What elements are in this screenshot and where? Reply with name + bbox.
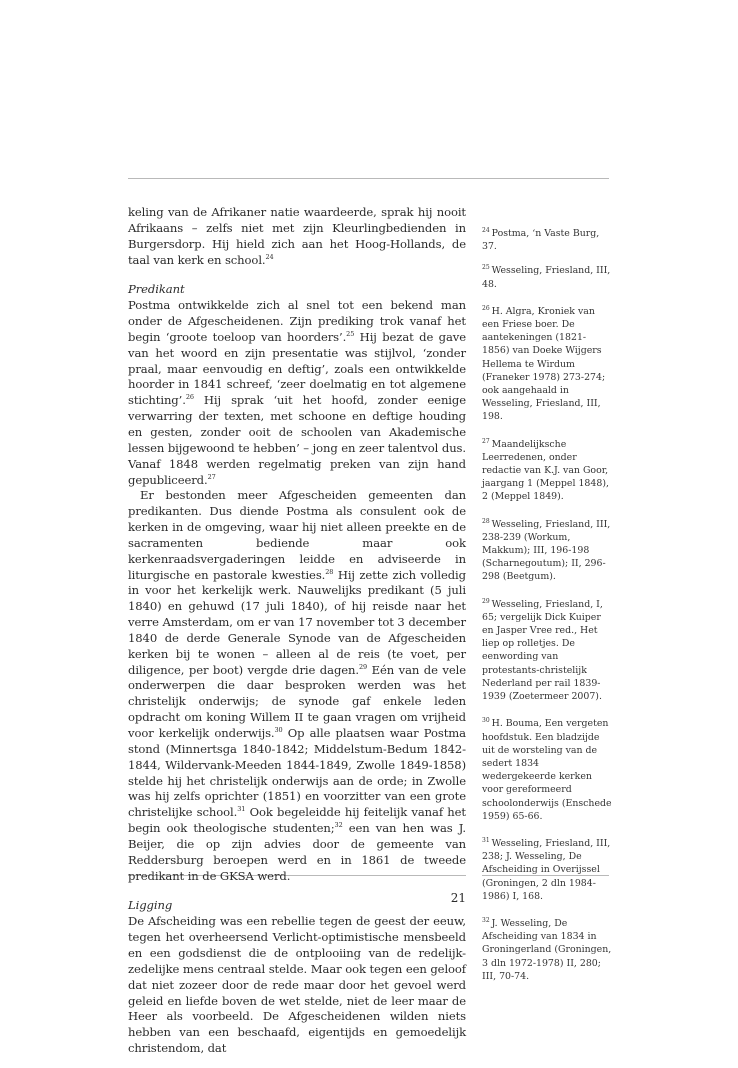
footnote-ref-31[interactable]: 31 [237, 805, 246, 814]
footnote-ref-27[interactable]: 27 [207, 472, 216, 481]
footnote-ref-32[interactable]: 32 [334, 821, 343, 830]
footnote-26: $^{26}$ H. Algra, Kroniek van een Friese boer. De aantekeningen (1821-1856) van Doeke Wijgers Hellema te Wirdum (Franeker 1978) 273-274; ook aangehaald in Wesseling, Friesland, III, 198. [482, 304, 606, 423]
main-text-column [128, 205, 466, 1057]
paragraph-1: keling van de Afrikaner natie waardeerde, sprak hij nooit Afrikaans – zelfs niet met zijn Kleurlingbedienden in Burgersdorp. Hij hield zich aan het Hoog-Hollands, de taal van kerk en school.$^{24}$ [128, 205, 466, 267]
paragraph-2: Postma ontwikkelde zich al snel tot een bekend man onder de Afgescheidenen. Zijn prediking trok vanaf het begin ‘groote toeloop van hoorders’.$^{25}$ Hij bezat de gave van het woord en zijn presentatie was stijlvol, ‘zonder praal, maar eenvoudig en deftig’, zoals een ontwikkelde hoorder in 1841 schreef, ‘zeer doelmatig en tot algemene stichting’.$^{26}$ Hij sprak ‘uit het hoofd, zonder eenige verwarring der texten, met schoone en deftige houding en gesten, zonder ooit de schoolen van Akademische lessen bijgewoond te hebben’ – jong en zeer talentvol dus. Vanaf 1848 werden regelmatig preken van zijn hand gepubliceerd.$^{27}$ [128, 298, 466, 487]
paragraph-4: De Afscheiding was een rebellie tegen de geest der eeuw, tegen het overheersend Verlicht-optimistische mensbeeld en een godsdienst die de ontplooiing van de redelijk-zedelijke mens centraal stelde. Maar ook tegen een geloof dat niet zozeer door de rede maar door het gevoel werd geleid en liefde boven de wet stelde, niet de leer maar de Heer als voorbeeld. De Afgescheidenen wilden niets hebben van een beschaafd, eigentijds en gemoedelijk christendom, dat [128, 914, 466, 1056]
footnote-ref-26[interactable]: 26 [185, 393, 194, 402]
footnote-29: $^{29}$ Wesseling, Friesland, I, 65; vergelijk Dick Kuiper en Jasper Vree red., Het liep op rolletjes. De eenwording van protestants-christelijk Nederland per rail 1839-1939 (Zoetermeer 2007). [482, 597, 603, 703]
footnote-ref-25[interactable]: 25 [346, 330, 355, 339]
footnote-ref-29[interactable]: 29 [358, 662, 368, 671]
section-heading-ligging: Ligging [128, 898, 173, 913]
page-number: 21 [450, 891, 466, 905]
footnote-30: $^{30}$ H. Bouma, Een vergeten hoofdstuk. Een bladzijde uit de worsteling van de sedert 1834 wedergekeerde kerken voor gereformeerd schoolonderwijs (Enschede 1959) 65-66. [482, 717, 612, 822]
footnote-27: $^{27}$ Maandelijksche Leerredenen, onder redactie van K.J. van Goor, jaargang 1 (Meppel 1848), 2 (Meppel 1849). [482, 437, 609, 503]
footnotes-column [482, 227, 612, 997]
footnote-31: $^{31}$ Wesseling, Friesland, III, 238; J. Wesseling, De Afscheiding in Overijssel (Groningen, 2 dln 1984-1986) I, 168. [482, 836, 611, 902]
footnote-ref-30[interactable]: 30 [274, 726, 283, 735]
footnote-25: $^{25}$ Wesseling, Friesland, III, 48. [482, 264, 611, 290]
footnote-ref-28[interactable]: 28 [325, 567, 334, 576]
paragraph-3: Er bestonden meer Afgescheiden gemeenten dan predikanten. Dus diende Postma als consulent ook de kerken in de omgeving, waar hij niet alleen preekte en de sacramenten bediende maar ook kerkenraadsvergaderingen leidde en adviseerde in liturgische en pastorale kwesties.$^{28}$ Hij zette zich volledig in voor het kerkelijk werk. Nauwelijks predikant (5 juli 1840) en gehuwd (17 juli 1840), of hij reisde naar het verre Amsterdam, om er van 17 november tot 3 december 1840 de derde Generale Synode van de Afgescheiden kerken bij te wonen – alleen al de reis (te voet, per diligence, per boot) vergde drie dagen.$^{29}$ Eén van de vele onderwerpen die daar besproken werden was het christelijk onderwijs; de synode gaf enkele leden opdracht om koning Willem II te gaan vragen om vrijheid voor kerkelijk onderwijs.$^{30}$ Op alle plaatsen waar Postma stond (Minnertsga 1840-1842; Middelstum-Bedum 1842-1844, Wildervank-Meeden 1844-1849, Zwolle 1849-1858) stelde hij het christelijk onderwijs aan de orde; in Zwolle was hij zelfs oprichter (1851) en voorzitter van een grote christelijke school.$^{31}$ Ook begeleidde hij feitelijk vanaf het begin ook theologische studenten;$^{32}$ een van hen was J. Beijer, die op zijn advies door de gemeente van Reddersburg beroepen werd en in 1861 de tweede predikant in de GKSA werd. [128, 488, 466, 883]
footnote-32: $^{32}$ J. Wesseling, De Afscheiding van 1834 in Groningerland (Groningen, 3 dln 1972-1978) II, 280; III, 70-74. [482, 916, 612, 982]
footnote-ref-24[interactable]: 24 [265, 252, 274, 261]
footnote-28: $^{28}$ Wesseling, Friesland, III, 238-239 (Workum, Makkum); III, 196-198 (Scharnegoutum); II, 296-298 (Beetgum). [482, 517, 611, 583]
section-heading-predikant: Predikant [128, 282, 185, 297]
footnote-24: $^{24}$ Postma, ‘n Vaste Burg, 37. [482, 226, 600, 253]
top-rule [128, 178, 609, 179]
